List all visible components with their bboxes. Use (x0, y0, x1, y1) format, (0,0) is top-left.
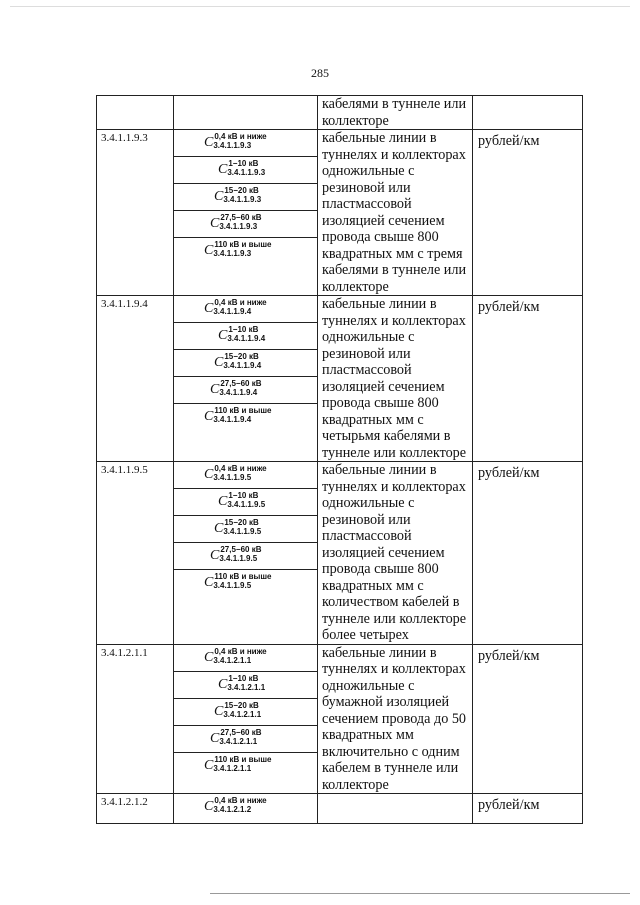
code-subscript: 3.4.1.1.9.4 (213, 415, 252, 424)
row-description (318, 794, 473, 824)
formula-indices (219, 545, 261, 563)
voltage-superscript: 0,4 кВ и ниже (214, 464, 267, 473)
cost-formula (214, 186, 261, 208)
cost-symbol: C (214, 189, 224, 204)
code-subscript: 3.4.1.1.9.3 (213, 249, 252, 258)
voltage-superscript: 1−10 кВ (228, 159, 259, 168)
voltage-superscript: 110 кВ и выше (214, 406, 272, 415)
formula-cell (174, 130, 318, 296)
formula-subcell (174, 753, 317, 780)
formula-indices (227, 491, 265, 509)
code-subscript: 3.4.1.1.9.4 (227, 334, 266, 343)
formula-subcell (174, 404, 317, 431)
cost-symbol: C (210, 382, 220, 397)
formula-subcell (174, 462, 317, 489)
cost-symbol: C (214, 355, 224, 370)
cost-symbol: C (210, 730, 220, 746)
voltage-superscript: 27,5−60 кВ (220, 727, 262, 737)
voltage-superscript: 27,5−60 кВ (220, 379, 262, 388)
top-scan-line (10, 6, 630, 7)
formula-cell (174, 794, 318, 824)
cost-symbol: C (210, 216, 220, 231)
cost-formula (204, 572, 271, 594)
row-description: кабельные линии в туннелях и коллекторах одножильные с резиновой или пластмассовой изоляцией сечением провода свыше 800 квадратных мм с количеством кабелей в туннеле или коллекторе более четырех (318, 462, 473, 645)
code-subscript: 3.4.1.1.9.3 (213, 141, 252, 150)
formula-subcell (174, 130, 317, 157)
row-code: 3.4.1.1.9.3 (97, 130, 174, 296)
table-row (97, 462, 583, 645)
row-unit: рублей/км (473, 794, 583, 824)
voltage-superscript: 15−20 кВ (224, 700, 259, 710)
code-cell (97, 96, 174, 130)
formula-subcell (174, 726, 317, 753)
cost-symbol: C (204, 301, 214, 316)
voltage-superscript: 15−20 кВ (224, 518, 259, 527)
code-subscript: 3.4.1.1.9.3 (223, 195, 262, 204)
code-subscript: 3.4.1.1.9.5 (223, 527, 262, 536)
cost-formula (210, 379, 262, 401)
cost-symbol: C (214, 703, 224, 719)
voltage-superscript: 0,4 кВ и ниже (214, 132, 267, 141)
row-unit: рублей/км (473, 644, 583, 794)
formula-indices (219, 728, 261, 746)
cost-symbol: C (218, 676, 228, 692)
cost-symbol: C (204, 467, 214, 482)
formula-subcell (174, 323, 317, 350)
code-subscript: 3.4.1.1.9.4 (219, 388, 258, 397)
voltage-superscript: 1−10 кВ (228, 673, 259, 683)
formula-cell (174, 644, 318, 794)
code-subscript: 3.4.1.1.9.5 (213, 581, 252, 590)
cost-symbol: C (204, 649, 214, 665)
cost-formula (218, 674, 265, 696)
code-subscript: 3.4.1.2.1.1 (223, 709, 262, 719)
formula-indices (227, 159, 265, 177)
cost-formula (214, 701, 261, 723)
formula-subcell (174, 184, 317, 211)
formula-indices (213, 796, 266, 814)
formula-subcell (174, 516, 317, 543)
code-subscript: 3.4.1.2.1.1 (227, 682, 266, 692)
formula-indices (227, 325, 265, 343)
cost-formula (214, 352, 261, 374)
cost-formula (218, 491, 265, 513)
formula-subcell (174, 157, 317, 184)
formula-indices (213, 132, 266, 150)
formula-subcell (174, 645, 317, 672)
cost-formula (204, 796, 267, 818)
formula-subcell (174, 489, 317, 516)
formula-cell (174, 462, 318, 645)
table-row (97, 794, 583, 824)
formula-indices (223, 352, 261, 370)
page-number: 285 (311, 66, 329, 80)
code-subscript: 3.4.1.1.9.4 (213, 307, 252, 316)
voltage-superscript: 1−10 кВ (228, 491, 259, 500)
voltage-superscript: 1−10 кВ (228, 325, 259, 334)
formula-cell (174, 296, 318, 462)
voltage-superscript: 110 кВ и выше (214, 240, 272, 249)
row-code: 3.4.1.2.1.1 (97, 644, 174, 794)
row-description: кабельные линии в туннелях и коллекторах одножильные с резиновой или пластмассовой изоляцией сечением провода свыше 800 квадратных мм с четырьмя кабелями в туннеле или коллекторе (318, 296, 473, 462)
voltage-superscript: 110 кВ и выше (214, 572, 272, 581)
formula-indices (213, 647, 266, 665)
code-subscript: 3.4.1.2.1.1 (219, 736, 258, 746)
code-subscript: 3.4.1.1.9.3 (219, 222, 258, 231)
row-unit: рублей/км (473, 462, 583, 645)
formula-subcell (174, 699, 317, 726)
code-subscript: 3.4.1.2.1.2 (213, 805, 252, 814)
formula-indices (213, 298, 266, 316)
cost-formula (204, 464, 267, 486)
row-description: кабельные линии в туннелях и коллекторах одножильные с резиновой или пластмассовой изоляцией сечением провода свыше 800 квадратных мм с тремя кабелями в туннеле или коллекторе (318, 130, 473, 296)
cost-symbol: C (204, 409, 214, 424)
formula-subcell (174, 296, 317, 323)
cost-symbol: C (204, 757, 214, 773)
voltage-superscript: 110 кВ и выше (214, 754, 272, 764)
description-cell: кабелями в туннеле или коллекторе (318, 96, 473, 130)
formula-indices (223, 186, 261, 204)
row-code: 3.4.1.2.1.2 (97, 794, 174, 824)
voltage-superscript: 0,4 кВ и ниже (214, 646, 267, 656)
cost-symbol: C (218, 162, 228, 177)
row-unit: рублей/км (473, 130, 583, 296)
row-code: 3.4.1.1.9.5 (97, 462, 174, 645)
formula-subcell (174, 794, 317, 821)
formula-cell (174, 96, 318, 130)
formula-indices (213, 755, 271, 773)
cost-symbol: C (210, 548, 220, 563)
formula-indices (227, 674, 265, 692)
unit-cell (473, 96, 583, 130)
voltage-superscript: 15−20 кВ (224, 352, 259, 361)
voltage-superscript: 0,4 кВ и ниже (214, 298, 267, 307)
cost-formula (204, 240, 271, 262)
cost-symbol: C (218, 494, 228, 509)
cost-formula (214, 518, 261, 540)
cost-formula (218, 325, 265, 347)
formula-indices (223, 518, 261, 536)
row-code: 3.4.1.1.9.4 (97, 296, 174, 462)
code-subscript: 3.4.1.1.9.5 (219, 554, 258, 563)
code-subscript: 3.4.1.1.9.3 (227, 168, 266, 177)
formula-indices (213, 464, 266, 482)
formula-indices (213, 240, 271, 258)
code-subscript: 3.4.1.2.1.1 (213, 763, 252, 773)
code-subscript: 3.4.1.1.9.5 (227, 500, 266, 509)
cost-symbol: C (218, 328, 228, 343)
formula-subcell (174, 211, 317, 238)
formula-subcell (174, 570, 317, 597)
table-row (97, 644, 583, 794)
cost-symbol: C (204, 243, 214, 258)
formula-subcell (174, 238, 317, 265)
voltage-superscript: 27,5−60 кВ (220, 213, 262, 222)
table-row-continuation (97, 96, 583, 130)
formula-indices (223, 701, 261, 719)
voltage-superscript: 27,5−60 кВ (220, 545, 262, 554)
cost-symbol: C (204, 135, 214, 150)
cost-formula (204, 298, 267, 320)
voltage-superscript: 0,4 кВ и ниже (214, 796, 267, 805)
table-row (97, 130, 583, 296)
cost-symbol: C (214, 521, 224, 536)
cost-formula (204, 755, 271, 777)
formula-indices (219, 213, 261, 231)
table-row (97, 296, 583, 462)
formula-subcell (174, 543, 317, 570)
cost-formula (210, 545, 262, 567)
formula-subcell (174, 672, 317, 699)
tariff-table (96, 95, 583, 824)
cost-symbol: C (204, 799, 214, 814)
formula-indices (219, 379, 261, 397)
formula-indices (213, 406, 271, 424)
cost-symbol: C (204, 575, 214, 590)
code-subscript: 3.4.1.2.1.1 (213, 655, 252, 665)
cost-formula (210, 213, 262, 235)
cost-formula (204, 647, 267, 669)
cost-formula (204, 406, 271, 428)
cost-formula (204, 132, 267, 154)
bottom-scan-line (210, 893, 630, 894)
cost-formula (218, 159, 265, 181)
cost-formula (210, 728, 262, 750)
formula-subcell (174, 350, 317, 377)
code-subscript: 3.4.1.1.9.5 (213, 473, 252, 482)
code-subscript: 3.4.1.1.9.4 (223, 361, 262, 370)
row-description: кабельные линии в туннелях и коллекторах одножильные с бумажной изоляцией сечением провода до 50 квадратных мм включительно с одним кабелем в туннеле или коллекторе (318, 644, 473, 794)
formula-subcell (174, 377, 317, 404)
formula-indices (213, 572, 271, 590)
row-unit: рублей/км (473, 296, 583, 462)
voltage-superscript: 15−20 кВ (224, 186, 259, 195)
